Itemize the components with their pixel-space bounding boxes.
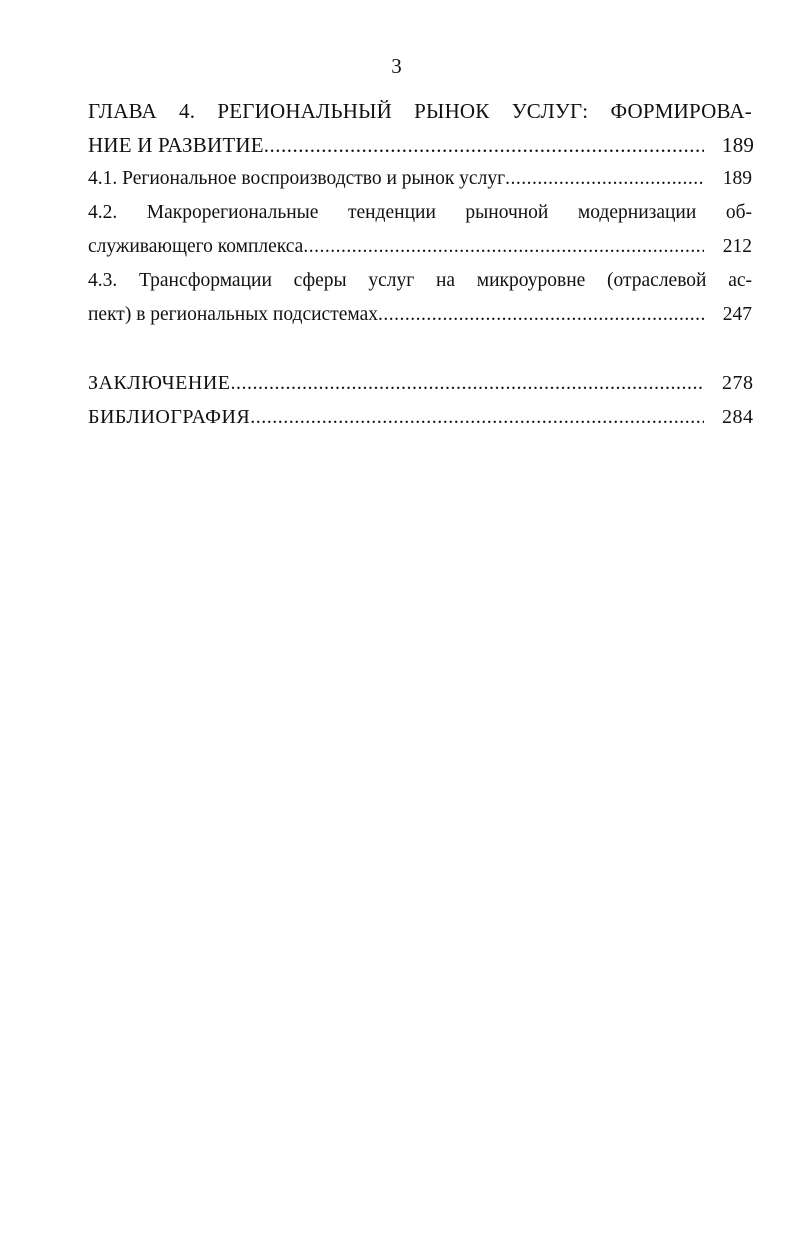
toc-section-4-1-title: 4.1. Региональное воспроизводство и рынок услуг [88,168,506,189]
toc-page-number: 189 [722,133,755,157]
dot-leader [230,366,704,400]
dot-leader [264,128,704,162]
toc-entry-conclusion[interactable] [88,366,752,400]
toc-page-number: 189 [722,168,752,189]
toc-page-number: 247 [722,304,752,325]
toc-section-4-2-title-line-1: 4.2. Макрорегиональные тенденции рыночной модернизации об- [88,202,752,223]
dot-leader [505,162,704,196]
toc-chapter-4-title-line-1: ГЛАВА 4. РЕГИОНАЛЬНЫЙ РЫНОК УСЛУГ: ФОРМИРОВА- [88,99,752,123]
toc-entry-section-4-3[interactable] [88,298,752,332]
toc-entry-section-4-1[interactable] [88,162,752,196]
toc-page-number: 284 [722,406,754,428]
toc-chapter-4-title-line-2: НИЕ И РАЗВИТИЕ [88,133,264,157]
toc-entry-chapter-4[interactable] [88,128,755,162]
toc-spacer [88,332,752,366]
table-of-contents [88,94,755,434]
toc-entry-bibliography[interactable] [88,400,752,434]
toc-section-4-2-title-line-2: служивающего комплекса [88,236,304,257]
toc-section-4-3-title-line-2: пект) в региональных подсистемах [88,304,378,325]
toc-section-4-3-title-line-1: 4.3. Трансформации сферы услуг на микроуровне (отраслевой ас- [88,270,752,291]
toc-bibliography-title: БИБЛИОГРАФИЯ [88,406,251,428]
toc-page-number: 278 [722,372,754,394]
toc-conclusion-title: ЗАКЛЮЧЕНИЕ [88,372,231,394]
page-number: 3 [391,54,402,78]
dot-leader [303,230,704,264]
dot-leader [250,400,704,434]
toc-page-number: 212 [722,236,752,257]
dot-leader [378,298,704,332]
toc-entry-section-4-2[interactable] [88,230,752,264]
